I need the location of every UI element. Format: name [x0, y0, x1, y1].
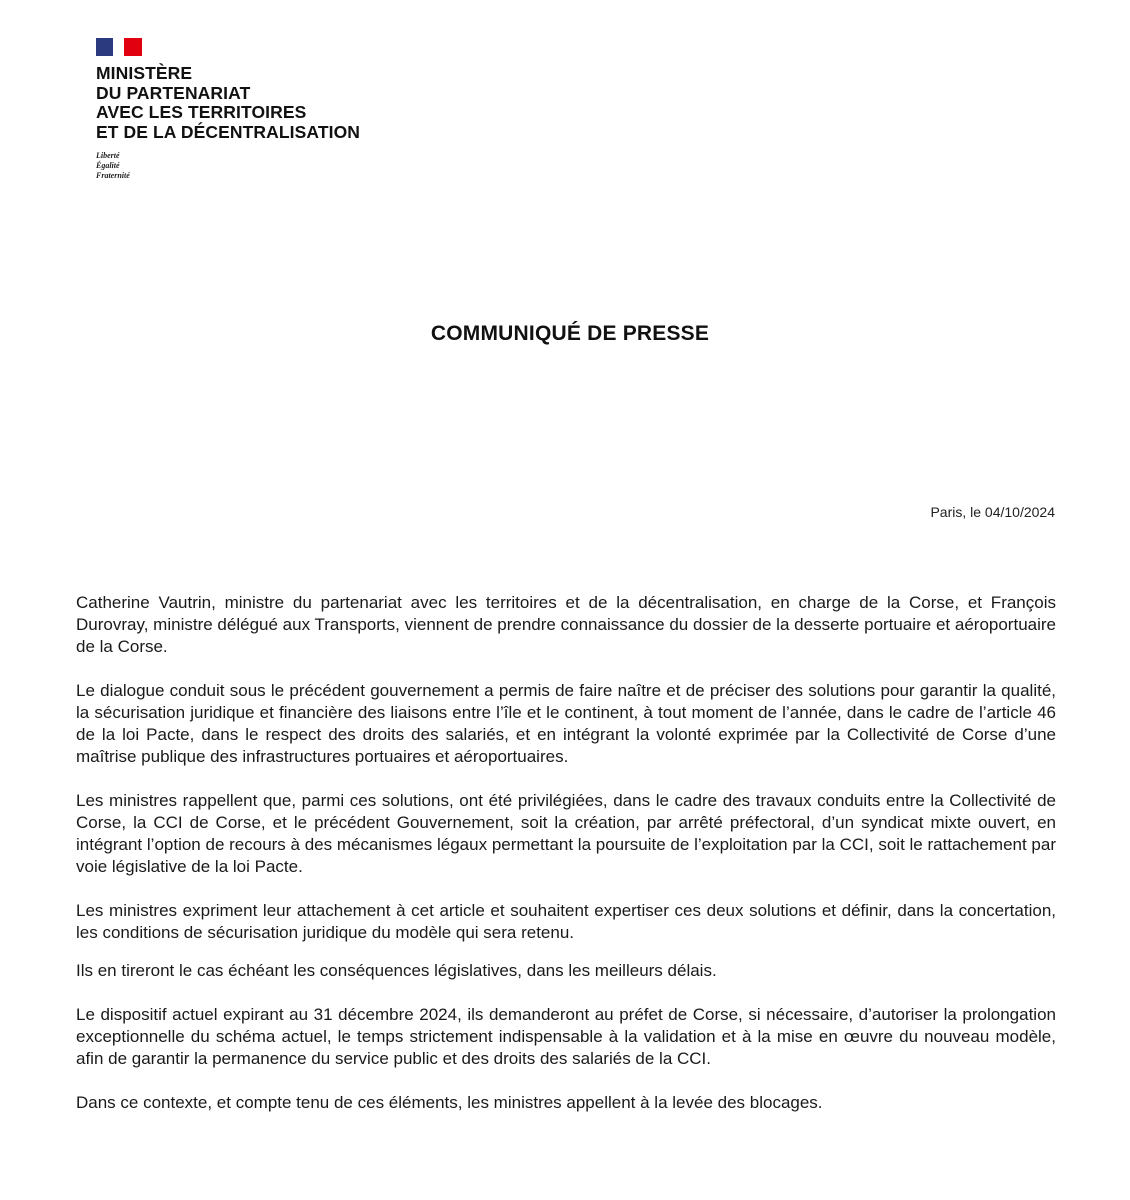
paragraph: Ils en tireront le cas échéant les conséquences législatives, dans les meilleurs délais. [76, 961, 717, 980]
date-line: Paris, le 04/10/2024 [930, 504, 1055, 520]
ministry-name-line: MINISTÈRE [96, 63, 193, 83]
republic-motto [96, 151, 360, 181]
paragraph: Le dispositif actuel expirant au 31 décembre 2024, ils demanderont au préfet de Corse, si nécessaire, d’autoriser la prolongation exceptionnelle du schéma actuel, le temps strictement indispensable à la validation et à la mise en œuvre du nouveau modèle, afin de garantir la permanence du service public et des droits des salariés de la CCI. [76, 1005, 1056, 1068]
ministry-name-line: AVEC LES TERRITOIRES [96, 102, 307, 122]
paragraph: Les ministres expriment leur attachement à cet article et souhaitent expertiser ces deux solutions et définir, dans la concertation, les conditions de sécurisation juridique du modèle qui sera retenu. [76, 901, 1056, 942]
ministry-header [96, 38, 360, 181]
ministry-name-line: DU PARTENARIAT [96, 82, 251, 103]
paragraph: Les ministres rappellent que, parmi ces solutions, ont été privilégiées, dans le cadre des travaux conduits entre la Collectivité de Corse, la CCI de Corse, et le précédent Gouvernement, soit la création, par arrêté préfectoral, d’un syndicat mixte ouvert, en intégrant l’option de recours à des mécanismes légaux permettant la poursuite de l’exploitation par la CCI, soit le rattachement par voie législative de la loi Pacte. [76, 791, 1056, 876]
paragraph: Le dialogue conduit sous le précédent gouvernement a permis de faire naître et de préciser des solutions pour garantir la qualité, la sécurisation juridique et financière des liaisons entre l’île et le continent, à tout moment de l’année, dans le cadre de l’article 46 de la loi Pacte, dans le respect des droits des salariés, et en intégrant la volonté exprimée par la Collectivité de Corse d’une maîtrise publique des infrastructures portuaires et aéroportuaires. [76, 681, 1056, 766]
motto-line: Égalité [96, 161, 120, 170]
ministry-name-line: ET DE LA DÉCENTRALISATION [96, 121, 361, 142]
paragraph: Dans ce contexte, et compte tenu de ces éléments, les ministres appellent à la levée des blocages. [76, 1093, 823, 1112]
flag-blue-stripe [96, 38, 113, 56]
flag-white-stripe [113, 38, 124, 56]
paragraph: Catherine Vautrin, ministre du partenariat avec les territoires et de la décentralisation, en charge de la Corse, et François Durovray, ministre délégué aux Transports, viennent de prendre connaissance du dossier de la desserte portuaire et aéroportuaire de la Corse. [76, 593, 1056, 656]
motto-line: Liberté [96, 151, 120, 160]
ministry-name [96, 64, 360, 142]
marianne-flag-logo [96, 38, 142, 56]
document-title: COMMUNIQUÉ DE PRESSE [430, 322, 710, 345]
flag-red-stripe [124, 38, 142, 56]
document-body [76, 592, 1056, 1114]
motto-line: Fraternité [96, 171, 130, 180]
